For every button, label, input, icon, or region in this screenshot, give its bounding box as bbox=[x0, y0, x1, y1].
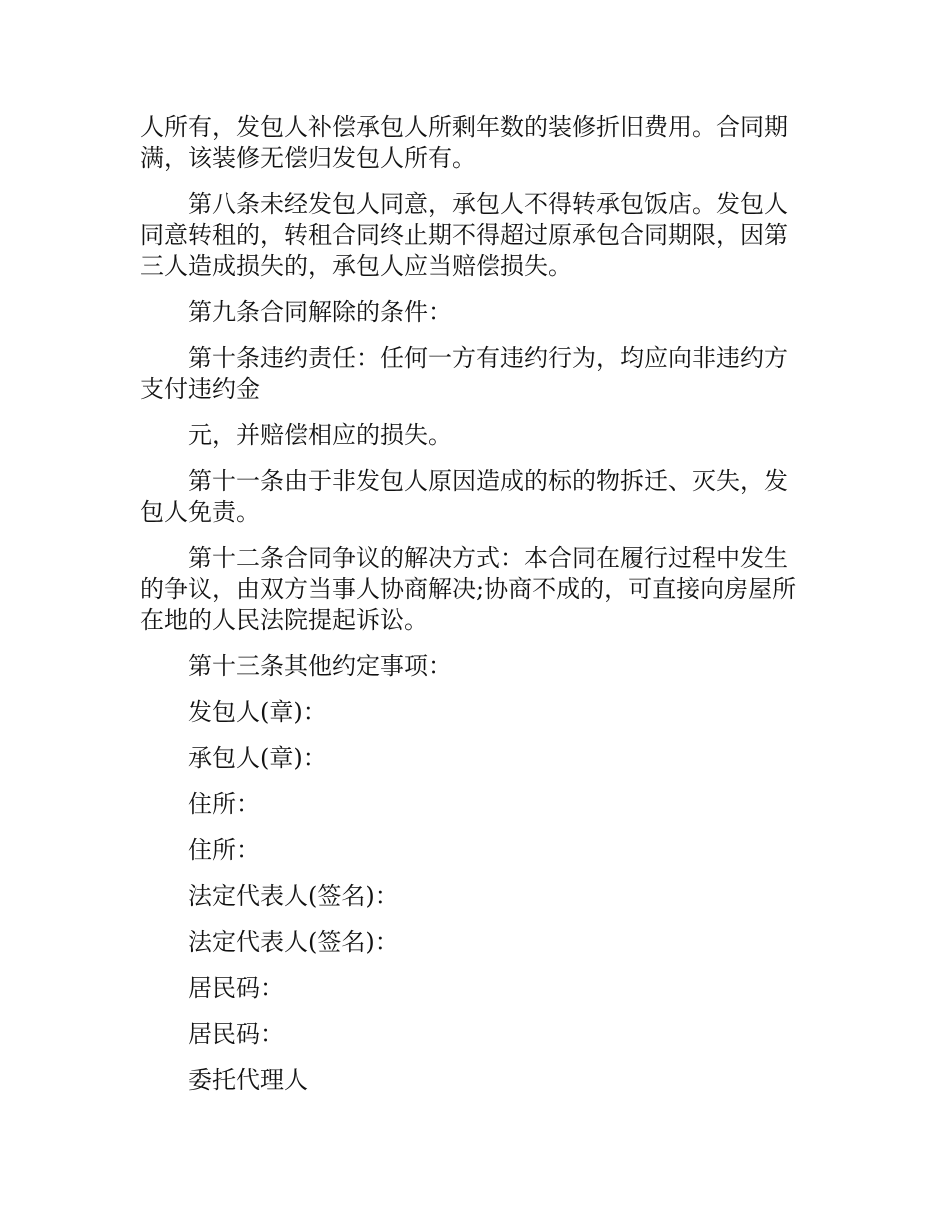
field-authorized-agent: 委托代理人 bbox=[188, 1066, 308, 1094]
paragraph-article-11: 第十一条由于非发包人原因造成的标的物拆迁、灭失，发包人免责。 bbox=[140, 467, 788, 526]
signature-field-contractor: 承包人(章)： bbox=[188, 744, 327, 772]
paragraph-article-10: 第十条违约责任：任何一方有违约行为，均应向非违约方支付违约金 bbox=[140, 344, 788, 403]
field-legal-representative-2: 法定代表人(签名)： bbox=[188, 928, 399, 956]
field-address-1: 住所： bbox=[188, 790, 260, 818]
field-resident-code-2: 居民码： bbox=[188, 1020, 284, 1048]
document-body bbox=[140, 112, 808, 1111]
field-address-2: 住所： bbox=[188, 836, 260, 864]
paragraph-article-8: 第八条未经发包人同意，承包人不得转承包饭店。发包人同意转租的，转租合同终止期不得超过原承包合同期限，因第三人造成损失的，承包人应当赔偿损失。 bbox=[140, 190, 788, 280]
paragraph-article-12: 第十二条合同争议的解决方式：本合同在履行过程中发生的争议，由双方当事人协商解决;协商不成的，可直接向房屋所在地的人民法院提起诉讼。 bbox=[140, 544, 797, 634]
paragraph-article-13: 第十三条其他约定事项： bbox=[188, 652, 452, 680]
paragraph-article-9: 第九条合同解除的条件： bbox=[188, 298, 452, 326]
paragraph-continuation: 人所有，发包人补偿承包人所剩年数的装修折旧费用。合同期满，该装修无偿归发包人所有。 bbox=[140, 113, 788, 172]
signature-field-contractor-issuer: 发包人(章)： bbox=[188, 698, 327, 726]
paragraph-article-10-cont: 元，并赔偿相应的损失。 bbox=[188, 421, 452, 449]
field-resident-code-1: 居民码： bbox=[188, 974, 284, 1002]
field-legal-representative-1: 法定代表人(签名)： bbox=[188, 882, 399, 910]
